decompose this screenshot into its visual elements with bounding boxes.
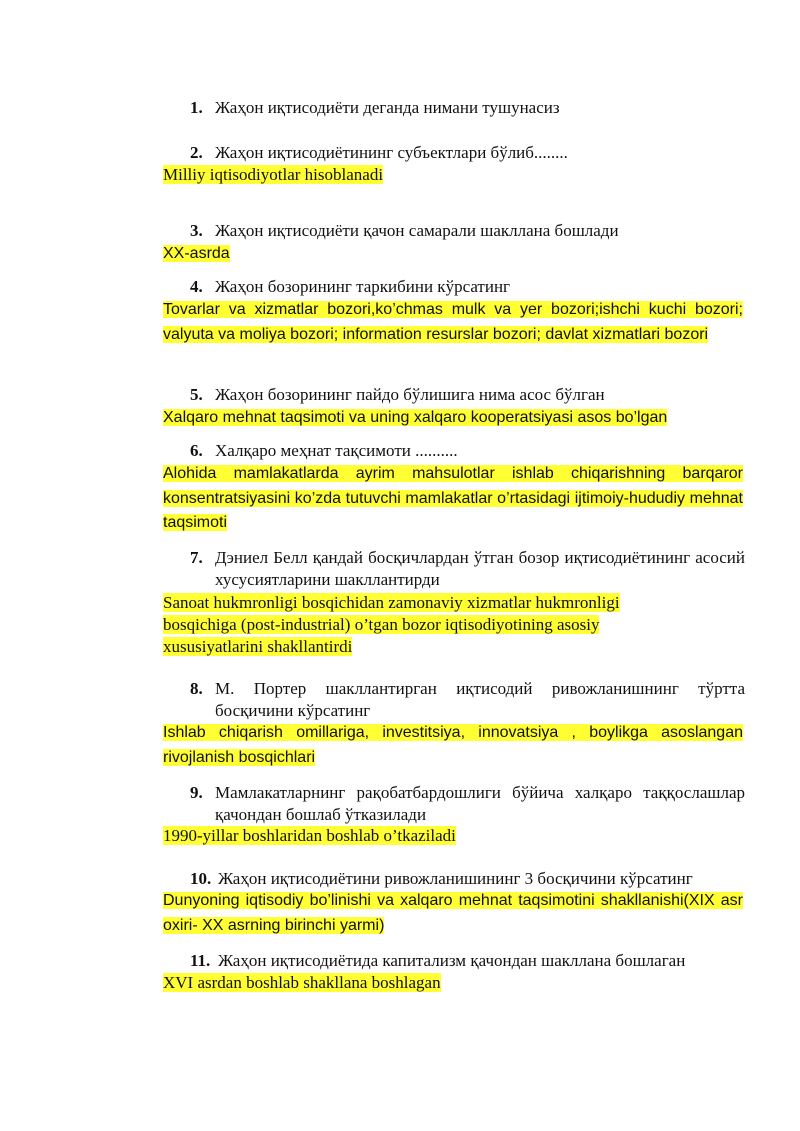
answer-text: Milliy iqtisodiyotlar hisoblanadi [163,165,384,184]
answer-10 [163,889,743,938]
question-number: 9. [190,783,203,802]
answer-text: XVI asrdan boshlab shakllana boshlagan [163,973,441,992]
answer-9 [163,825,743,847]
answer-text: Tovarlar va xizmatlar bozori,ko’chmas mulk va yer bozori;ishchi kuchi bozori; valyuta va moliya bozori; information resurslar bozori; davlat xizmatlari bozori [163,301,743,343]
question-text: Жаҳон бозорининг таркибини кўрсатинг [215,277,511,296]
question-number: 2. [190,143,203,162]
question-number: 6. [190,441,203,460]
question-9 [190,782,745,826]
question-7 [190,547,745,591]
question-number: 4. [190,277,203,296]
question-number: 11. [190,951,211,970]
question-2 [190,142,745,164]
answer-text: 1990-yillar boshlaridan boshlab o’tkaziladi [163,826,456,845]
answer-text: XX-asrda [163,245,230,262]
question-number: 5. [190,385,203,404]
answer-text: Xalqaro mehnat taqsimoti va uning xalqaro kooperatsiyasi asos bo’lgan [163,409,668,426]
answer-11 [163,972,743,994]
question-6 [190,440,745,462]
question-text: Мамлакатларнинг рақобатбардошлиги бўйича халқаро таққослашлар қачондан бошлаб ўтказилади [215,783,745,824]
question-11 [190,950,745,972]
answer-4 [163,298,743,347]
question-text: Жаҳон иқтисодиётида капитализм қачондан шакллана бошлаган [218,951,686,970]
question-number: 7. [190,548,203,567]
question-1 [190,97,745,119]
question-3 [190,220,745,242]
question-text: Дэниел Белл қандай босқичлардан ўтган бозор иқтисодиётининг асосий хусусиятларини шакллантирди [215,548,745,589]
question-text: Жаҳон иқтисодиёти деганда нимани тушунасиз [215,98,560,117]
question-5 [190,384,745,406]
answer-7 [163,592,663,658]
answer-3 [163,242,743,267]
question-text: Халқаро меҳнат тақсимоти .......... [215,441,458,460]
question-number: 8. [190,679,203,698]
question-number: 1. [190,98,203,117]
answer-8 [163,721,743,770]
question-text: Жаҳон бозорининг пайдо бўлишига нима асос бўлган [215,385,605,404]
question-4 [190,276,745,298]
question-number: 10. [190,869,212,888]
answer-2 [163,164,743,186]
question-10 [190,868,745,890]
answer-text: Sanoat hukmronligi bosqichidan zamonaviy xizmatlar hukmronligi bosqichiga (post-industrial) o’tgan bozor iqtisodiyotining asosiy xususiyatlarini shakllantirdi [163,593,620,656]
question-text: Жаҳон иқтисодиётини ривожланишининг 3 босқичини кўрсатинг [218,869,693,888]
question-text: Жаҳон иқтисодиётининг субъектлари бўлиб........ [215,143,568,162]
answer-text: Ishlab chiqarish omillariga, investitsiya, innovatsiya , boylikga asoslangan rivojlanish bosqichlari [163,724,743,766]
answer-text: Alohida mamlakatlarda ayrim mahsulotlar ishlab chiqarishning barqaror konsentratsiyasini ko’zda tutuvchi mamlakatlar o’rtasidagi ijtimoiy-hududiy mehnat taqsimoti [163,465,743,531]
question-text: М. Портер шакллантирган иқтисодий ривожланишнинг тўртта босқичини кўрсатинг [215,679,745,720]
question-number: 3. [190,221,203,240]
answer-text: Dunyoning iqtisodiy bo’linishi va xalqaro mehnat taqsimotini shakllanishi(XIX asr oxiri- XX asrning birinchi yarmi) [163,892,743,934]
answer-5 [163,406,743,431]
question-8 [190,678,745,722]
answer-6 [163,462,743,536]
question-text: Жаҳон иқтисодиёти қачон самарали шакллана бошлади [215,221,619,240]
